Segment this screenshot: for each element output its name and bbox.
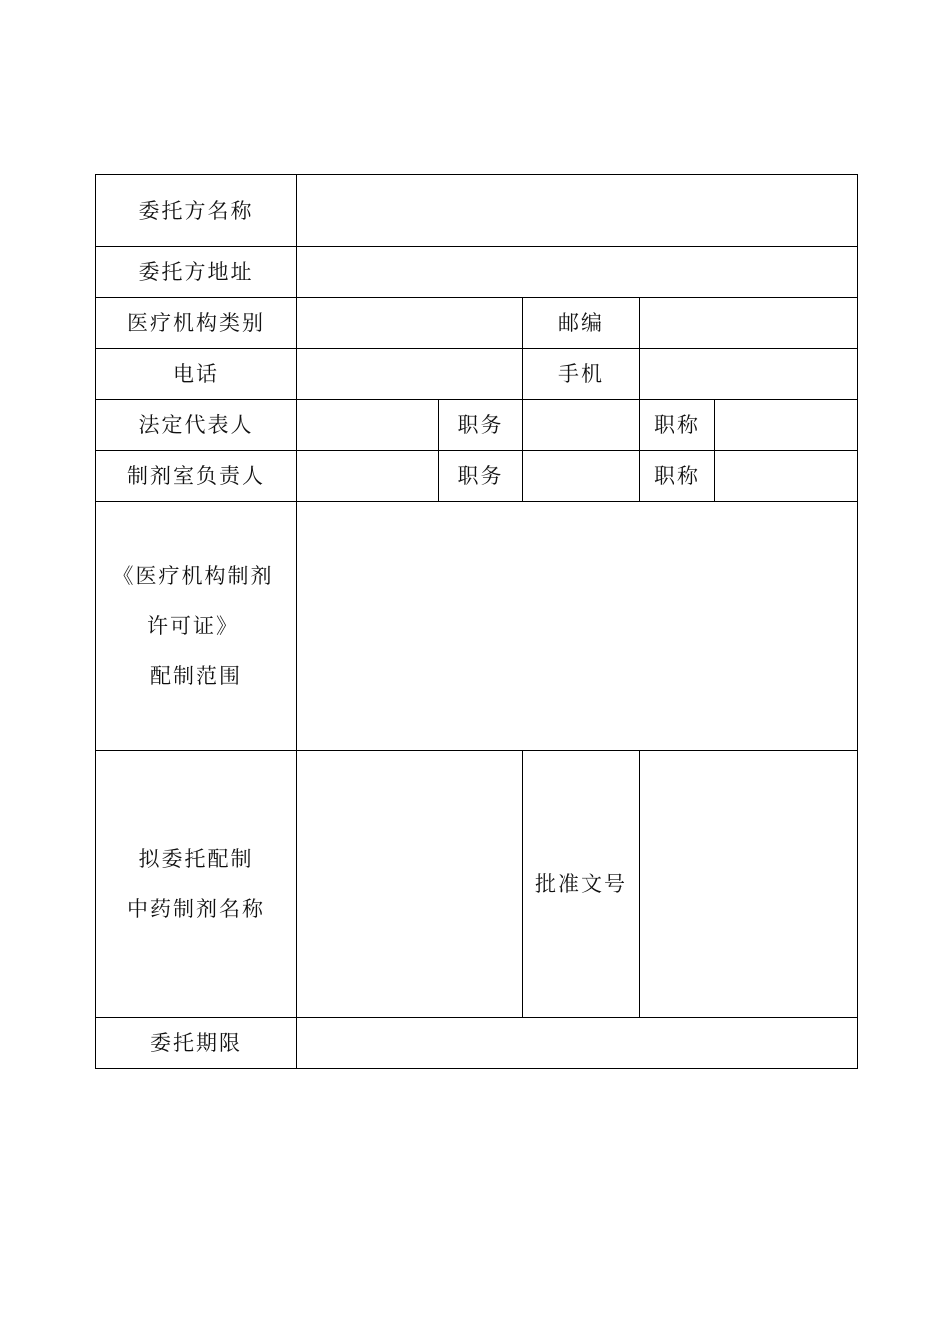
license-scope-field[interactable] bbox=[297, 502, 858, 751]
lab-head-field[interactable] bbox=[297, 451, 439, 502]
lab-head-title-label: 职称 bbox=[640, 451, 715, 502]
row-client-name bbox=[96, 175, 858, 247]
term-label: 委托期限 bbox=[96, 1018, 297, 1069]
approval-number-field[interactable] bbox=[640, 751, 858, 1018]
postcode-field[interactable] bbox=[640, 298, 858, 349]
license-scope-label-line-3: 配制范围 bbox=[150, 664, 242, 688]
term-field[interactable] bbox=[297, 1018, 858, 1069]
mobile-field[interactable] bbox=[640, 349, 858, 400]
legal-rep-position-field[interactable] bbox=[523, 400, 640, 451]
lab-head-position-label: 职务 bbox=[439, 451, 523, 502]
row-license-scope bbox=[96, 502, 858, 751]
row-client-address bbox=[96, 247, 858, 298]
institution-type-label: 医疗机构类别 bbox=[96, 298, 297, 349]
lab-head-title-field[interactable] bbox=[715, 451, 858, 502]
row-phone bbox=[96, 349, 858, 400]
license-scope-label bbox=[96, 502, 297, 751]
legal-rep-field[interactable] bbox=[297, 400, 439, 451]
lab-head-label: 制剂室负责人 bbox=[96, 451, 297, 502]
license-scope-label-line-2: 许可证》 bbox=[147, 614, 239, 638]
row-institution-type bbox=[96, 298, 858, 349]
prep-name-label-line-2: 中药制剂名称 bbox=[127, 897, 265, 921]
license-scope-label-line-1: 《医疗机构制剂 bbox=[112, 564, 274, 588]
postcode-label: 邮编 bbox=[523, 298, 640, 349]
client-address-field[interactable] bbox=[297, 247, 858, 298]
client-name-field[interactable] bbox=[297, 175, 858, 247]
row-legal-representative bbox=[96, 400, 858, 451]
client-name-label: 委托方名称 bbox=[96, 175, 297, 247]
phone-field[interactable] bbox=[297, 349, 523, 400]
legal-rep-title-field[interactable] bbox=[715, 400, 858, 451]
commission-form-table bbox=[95, 174, 858, 1069]
mobile-label: 手机 bbox=[523, 349, 640, 400]
approval-number-label: 批准文号 bbox=[523, 751, 640, 1018]
institution-type-field[interactable] bbox=[297, 298, 523, 349]
client-address-label: 委托方地址 bbox=[96, 247, 297, 298]
phone-label: 电话 bbox=[96, 349, 297, 400]
prep-name-label-line-1: 拟委托配制 bbox=[138, 847, 254, 871]
row-term bbox=[96, 1018, 858, 1069]
prep-name-field[interactable] bbox=[297, 751, 523, 1018]
row-preparation-name bbox=[96, 751, 858, 1018]
row-lab-head bbox=[96, 451, 858, 502]
legal-rep-label: 法定代表人 bbox=[96, 400, 297, 451]
prep-name-label bbox=[96, 751, 297, 1018]
lab-head-position-field[interactable] bbox=[523, 451, 640, 502]
legal-rep-title-label: 职称 bbox=[640, 400, 715, 451]
legal-rep-position-label: 职务 bbox=[439, 400, 523, 451]
